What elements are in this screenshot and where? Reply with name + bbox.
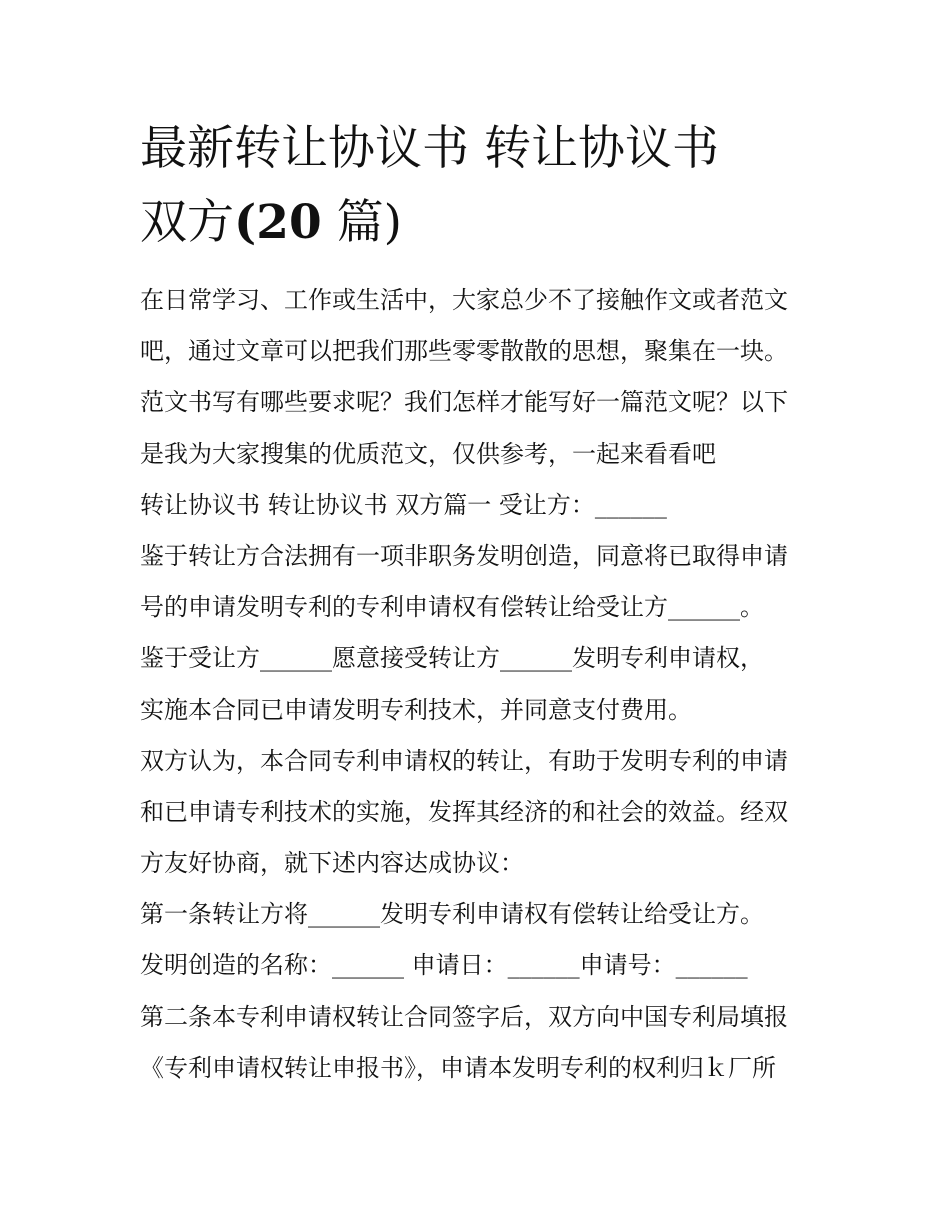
body-line: 号的申请发明专利的专利申请权有偿转让给受让方______。 bbox=[140, 593, 764, 622]
title-line-1: 最新转让协议书 转让协议书 bbox=[140, 121, 719, 176]
body-line: 鉴于受让方______愿意接受转让方______发明专利申请权， bbox=[140, 644, 764, 673]
body-line: 是我为大家搜集的优质范文，仅供参考，一起来看看吧 bbox=[140, 439, 716, 468]
body-line: 吧，通过文章可以把我们那些零零散散的思想，聚集在一块。 bbox=[140, 337, 788, 366]
body-line: 双方认为，本合同专利申请权的转让，有助于发明专利的申请 bbox=[140, 746, 788, 775]
body-line: 发明创造的名称：______ 申请日：______申请号：______ bbox=[140, 951, 748, 980]
document-title bbox=[140, 112, 840, 260]
body-line: 范文书写有哪些要求呢？我们怎样才能写好一篇范文呢？以下 bbox=[140, 388, 788, 417]
body-line: 转让协议书 转让协议书 双方篇一 受让方：______ bbox=[140, 490, 667, 519]
body-line: 第二条本专利申请权转让合同签字后，双方向中国专利局填报 bbox=[140, 1002, 788, 1031]
body-line: 方友好协商，就下述内容达成协议： bbox=[140, 849, 524, 878]
document-body bbox=[140, 280, 820, 1099]
body-line: 《专利申请权转让申报书》，申请本发明专利的权利归ｋ厂所 bbox=[140, 1053, 776, 1082]
title-line-2-suffix: 篇) bbox=[336, 195, 402, 250]
title-line-2 bbox=[140, 186, 840, 260]
body-line: 在日常学习、工作或生活中，大家总少不了接触作文或者范文 bbox=[140, 286, 788, 314]
body-line: 鉴于转让方合法拥有一项非职务发明创造，同意将已取得申请 bbox=[140, 541, 788, 570]
body-line: 实施本合同已申请发明专利技术，并同意支付费用。 bbox=[140, 695, 692, 724]
body-line: 第一条转让方将______发明专利申请权有偿转让给受让方。 bbox=[140, 900, 764, 929]
title-line-2-prefix: 双方 bbox=[140, 195, 234, 250]
body-line: 和已申请专利技术的实施，发挥其经济的和社会的效益。经双 bbox=[140, 797, 788, 826]
title-line-2-number: (20 bbox=[234, 195, 322, 250]
